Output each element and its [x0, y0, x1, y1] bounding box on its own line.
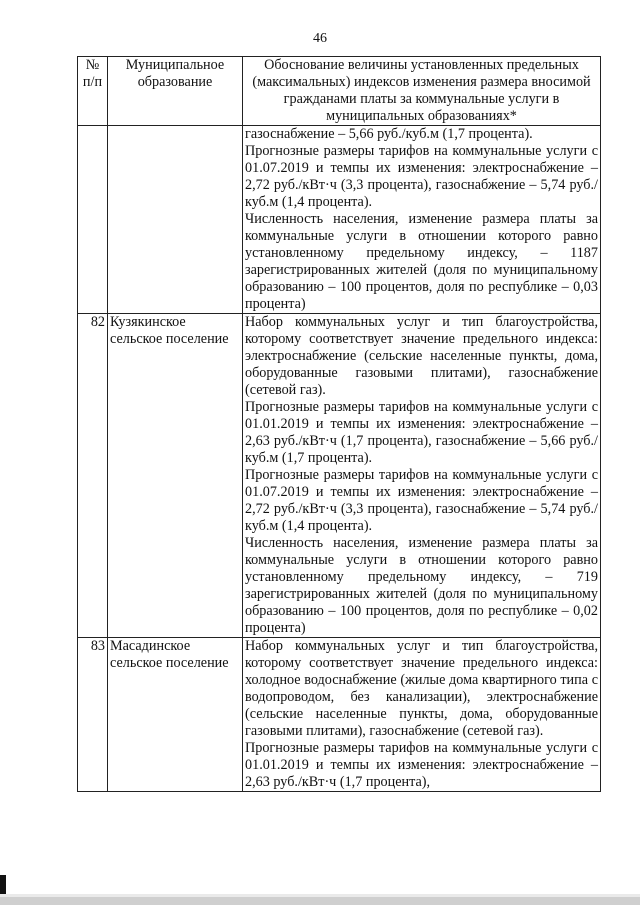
paragraph: Прогнозные размеры тарифов на коммунальные услуги с 01.07.2019 и темпы их изменения: электроснабжение – 2,72 руб./кВт·ч (3,3 процента), газоснабжение – 5,74 руб./куб.м (1,4 процента).	[245, 467, 598, 534]
row-num: 82	[78, 314, 108, 638]
scan-bottom-edge	[0, 897, 640, 905]
tariff-table	[77, 56, 601, 792]
row-num-empty	[78, 126, 108, 314]
paragraph: Численность населения, изменение размера платы за коммунальные услуги в отношении которого равно установленному предельному индексу, – 719 зарегистрированных жителей (доля по муниципальному образованию – 100 процентов, доля по республике – 0,02 процента)	[245, 535, 598, 636]
paragraph: Набор коммунальных услуг и тип благоустройства, которому соответствует значение предельного индекса: холодное водоснабжение (жилые дома квартирного типа с водопроводом, без канализации), электроснабжение (сельские населенные пункты, дома, оборудованные газовыми плитами), газоснабжение (сетевой газ).	[245, 638, 598, 739]
paragraph: газоснабжение – 5,66 руб./куб.м (1,7 процента).	[245, 126, 533, 142]
table-row	[78, 314, 601, 638]
table-header	[78, 57, 601, 126]
table-row	[78, 638, 601, 792]
header-justification: Обоснование величины установленных предельных (максимальных) индексов изменения размера вносимой гражданами платы за коммунальные услуги в муниципальных образованиях*	[243, 57, 601, 126]
header-num: № п/п	[78, 57, 108, 126]
row-num: 83	[78, 638, 108, 792]
header-municipality: Муниципальное образование	[108, 57, 243, 126]
table-row-continuation	[78, 126, 601, 314]
paragraph: Прогнозные размеры тарифов на коммунальные услуги с 01.01.2019 и темпы их изменения: электроснабжение – 2,63 руб./кВт·ч (1,7 процента),	[245, 740, 598, 790]
row-municipality: Масадинское сельское поселение	[108, 638, 243, 792]
page-number: 46	[313, 31, 327, 46]
justification-cell	[243, 638, 601, 792]
paragraph: Набор коммунальных услуг и тип благоустройства, которому соответствует значение предельного индекса: электроснабжение (сельские населенные пункты, дома, оборудованные газовыми плитами), газоснабжение (сетевой газ).	[245, 314, 598, 398]
row-municipality: Кузякинское сельское поселение	[108, 314, 243, 638]
paragraph: Численность населения, изменение размера платы за коммунальные услуги в отношении которого равно установленному предельному индексу, – 1187 зарегистрированных жителей (доля по муниципальному образованию – 100 процентов, доля по республике – 0,03 процента)	[245, 211, 598, 312]
paragraph: Прогнозные размеры тарифов на коммунальные услуги с 01.07.2019 и темпы их изменения: электроснабжение – 2,72 руб./кВт·ч (3,3 процента), газоснабжение – 5,74 руб./куб.м (1,4 процента).	[245, 143, 598, 210]
row-name-empty	[108, 126, 243, 314]
paragraph: Прогнозные размеры тарифов на коммунальные услуги с 01.01.2019 и темпы их изменения: электроснабжение – 2,63 руб./кВт·ч (1,7 процента), газоснабжение – 5,66 руб./куб.м (1,7 процента).	[245, 399, 598, 466]
justification-cell	[243, 126, 601, 314]
justification-cell	[243, 314, 601, 638]
